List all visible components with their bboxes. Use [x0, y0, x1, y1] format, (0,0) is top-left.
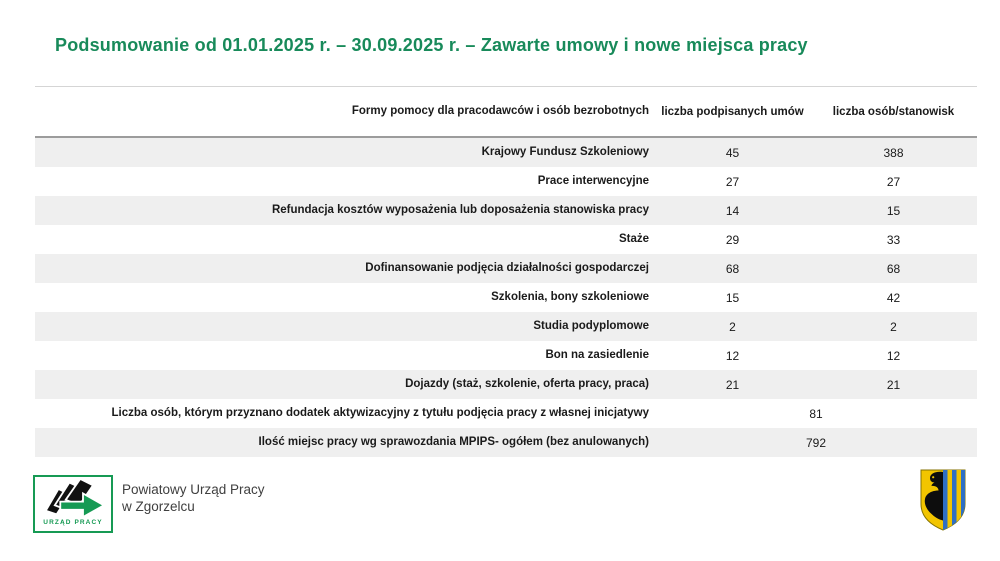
organization-name-line2: w Zgorzelcu — [122, 499, 195, 514]
row-positions-value: 68 — [886, 261, 901, 276]
row-label: Dofinansowanie podjęcia działalności gospodarczej — [365, 262, 649, 275]
row-positions-value: 12 — [886, 348, 901, 363]
page-title: Podsumowanie od 01.01.2025 r. – 30.09.2025 r. – Zawarte umowy i nowe miejsca pracy — [55, 35, 808, 55]
table-row — [35, 196, 977, 225]
row-contracts-value: 15 — [725, 290, 740, 305]
header-forms-of-aid: Formy pomocy dla pracodawców i osób bezrobotnych — [351, 105, 649, 118]
organization-name — [122, 481, 265, 515]
table-row — [35, 370, 977, 399]
row-label: Prace interwencyjne — [537, 175, 649, 188]
row-contracts-value: 2 — [729, 319, 736, 334]
row-label: Szkolenia, bony szkoleniowe — [491, 291, 649, 304]
row-label: Krajowy Fundusz Szkoleniowy — [481, 146, 649, 159]
zgorzelec-coat-of-arms — [920, 469, 966, 531]
table-row — [35, 428, 977, 457]
row-positions-value: 33 — [886, 232, 901, 247]
summary-table — [35, 86, 977, 457]
urzad-pracy-logo-icon — [37, 478, 109, 518]
row-merged-value: 81 — [809, 406, 823, 421]
organization-name-line1: Powiatowy Urząd Pracy — [122, 482, 265, 497]
header-persons-positions: liczba osób/stanowisk — [832, 105, 955, 118]
row-contracts-value: 27 — [725, 174, 740, 189]
row-label: Refundacja kosztów wyposażenia lub doposażenia stanowiska pracy — [271, 204, 649, 217]
row-positions-value: 21 — [886, 377, 901, 392]
row-label: Bon na zasiedlenie — [545, 349, 649, 362]
table-row — [35, 283, 977, 312]
row-positions-value: 42 — [886, 290, 901, 305]
row-contracts-value: 45 — [725, 145, 740, 160]
row-contracts-value: 14 — [725, 203, 740, 218]
row-contracts-value: 68 — [725, 261, 740, 276]
urzad-pracy-logo-caption: URZĄD PRACY — [43, 519, 103, 526]
row-label: Dojazdy (staż, szkolenie, oferta pracy, praca) — [405, 378, 649, 391]
row-label: Liczba osób, którym przyznano dodatek aktywizacyjny z tytułu podjęcia pracy z własnej inicjatywy — [111, 407, 649, 420]
row-contracts-value: 12 — [725, 348, 740, 363]
row-label: Studia podyplomowe — [533, 320, 649, 333]
table-header-row — [35, 87, 977, 138]
row-contracts-value: 21 — [725, 377, 740, 392]
row-contracts-value: 29 — [725, 232, 740, 247]
footer — [0, 465, 1000, 561]
table-row — [35, 254, 977, 283]
row-merged-value: 792 — [805, 435, 827, 450]
row-label: Ilość miejsc pracy wg sprawozdania MPIPS- ogółem (bez anulowanych) — [258, 436, 649, 449]
row-positions-value: 388 — [883, 145, 904, 160]
row-positions-value: 2 — [890, 319, 897, 334]
table-row — [35, 225, 977, 254]
row-positions-value: 15 — [886, 203, 901, 218]
table-body — [35, 138, 977, 457]
table-row — [35, 312, 977, 341]
table-row — [35, 341, 977, 370]
row-positions-value: 27 — [886, 174, 901, 189]
row-label: Staże — [618, 233, 649, 246]
table-row — [35, 399, 977, 428]
table-row — [35, 167, 977, 196]
urzad-pracy-logo — [33, 475, 113, 533]
table-row — [35, 138, 977, 167]
header-signed-contracts: liczba podpisanych umów — [661, 105, 804, 118]
